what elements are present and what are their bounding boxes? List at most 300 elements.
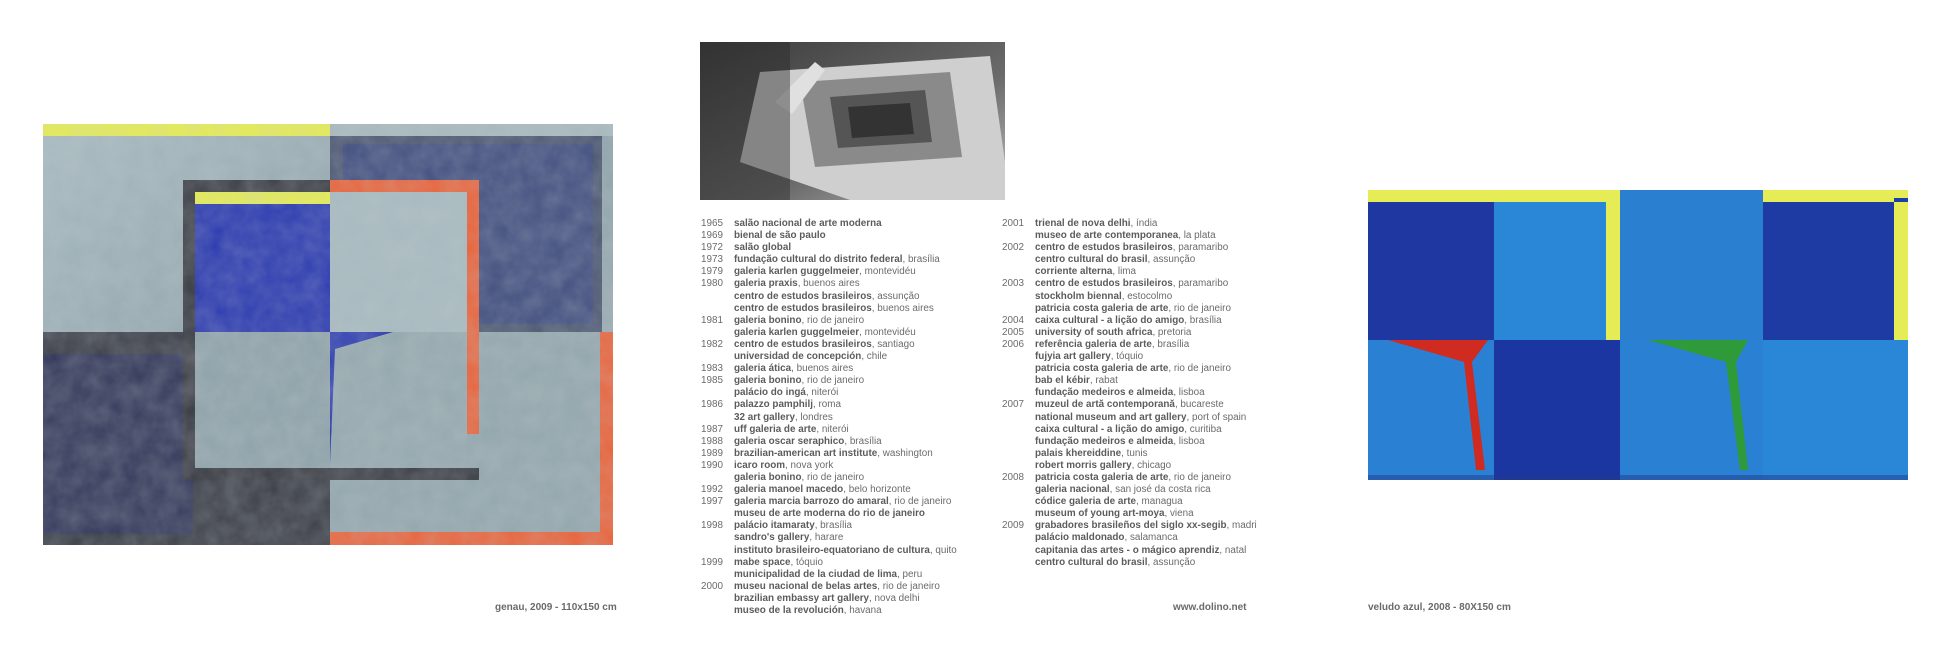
exhibition-row bbox=[701, 363, 957, 375]
exhibition-year bbox=[1002, 351, 1035, 363]
exhibition-city: , montevidéu bbox=[859, 326, 916, 338]
exhibition-venue: galeria ática bbox=[734, 363, 792, 375]
exhibition-entry bbox=[1035, 339, 1189, 351]
exhibition-year: 1973 bbox=[701, 254, 723, 266]
exhibition-row bbox=[1002, 496, 1257, 508]
exhibition-venue: palazzo pamphilj bbox=[734, 399, 814, 411]
exhibition-entry bbox=[734, 266, 916, 278]
exhibition-city: , rio de janeiro bbox=[1168, 363, 1231, 375]
exhibition-year bbox=[1002, 460, 1035, 472]
exhibition-city: , brasília bbox=[814, 520, 853, 532]
exhibition-row bbox=[701, 484, 957, 496]
exhibition-city: , assunção bbox=[871, 290, 920, 302]
exhibition-venue: uff galeria de arte bbox=[734, 423, 817, 435]
exhibition-year bbox=[701, 605, 734, 617]
exhibition-entry bbox=[1035, 363, 1231, 375]
exhibition-entry bbox=[734, 242, 791, 254]
exhibition-year: 1999 bbox=[701, 556, 723, 568]
exhibition-venue: centro de estudos brasileiros bbox=[734, 290, 872, 302]
exhibition-row bbox=[1002, 266, 1257, 278]
exhibition-year: 2000 bbox=[701, 580, 723, 592]
exhibition-entry bbox=[1035, 448, 1148, 460]
exhibition-row bbox=[701, 315, 957, 327]
exhibition-city: , peru bbox=[896, 568, 923, 580]
exhibition-row bbox=[701, 545, 957, 557]
exhibition-venue: galeria bonino bbox=[734, 375, 802, 387]
exhibition-entry bbox=[734, 351, 887, 363]
exhibition-venue: galeria karlen guggelmeier bbox=[734, 326, 860, 338]
exhibition-entry bbox=[1035, 242, 1228, 254]
exhibition-entry bbox=[734, 593, 920, 605]
exhibition-venue: referência galeria de arte bbox=[1035, 338, 1152, 350]
exhibition-row bbox=[701, 291, 957, 303]
exhibition-city: , port of spain bbox=[1186, 411, 1247, 423]
exhibition-row bbox=[701, 605, 957, 617]
exhibition-city: , rio de janeiro bbox=[801, 314, 865, 326]
exhibition-venue: grabadores brasileños del siglo xx-segib bbox=[1035, 520, 1227, 532]
exhibition-city: , buenos aires bbox=[791, 363, 854, 375]
exhibition-city: , brasília bbox=[844, 435, 882, 447]
exhibition-venue: caixa cultural - a lição do amigo bbox=[1035, 314, 1185, 326]
exhibition-city: , natal bbox=[1219, 544, 1247, 556]
exhibition-row bbox=[1002, 254, 1257, 266]
exhibition-city: , harare bbox=[809, 532, 844, 544]
exhibition-year bbox=[1002, 557, 1035, 569]
exhibition-entry bbox=[1035, 520, 1257, 532]
exhibition-city: , madri bbox=[1226, 520, 1257, 532]
exhibition-entry bbox=[734, 496, 951, 508]
exhibition-venue: museu de arte moderna do rio de janeiro bbox=[734, 508, 925, 520]
exhibition-city: , rio de janeiro bbox=[1168, 471, 1231, 483]
exhibition-year bbox=[701, 291, 734, 303]
exhibition-row bbox=[1002, 484, 1257, 496]
exhibition-venue: galeria marcia barrozo do amaral bbox=[734, 496, 889, 508]
exhibition-venue: patricia costa galeria de arte bbox=[1035, 363, 1169, 375]
exhibition-row bbox=[701, 218, 957, 230]
exhibition-venue: patricia costa galeria de arte bbox=[1035, 471, 1169, 483]
exhibition-entry bbox=[1035, 315, 1222, 327]
exhibition-row bbox=[1002, 508, 1257, 520]
exhibition-year: 1965 bbox=[701, 218, 723, 229]
exhibition-year bbox=[701, 569, 734, 581]
exhibition-city: , rabat bbox=[1089, 375, 1118, 387]
exhibition-entry bbox=[1035, 399, 1224, 411]
exhibition-row bbox=[701, 436, 957, 448]
exhibition-city: , pretoria bbox=[1152, 326, 1192, 338]
exhibition-entry bbox=[734, 303, 934, 315]
exhibition-entry bbox=[734, 448, 933, 460]
exhibition-entry bbox=[1035, 424, 1222, 436]
exhibition-venue: municipalidad de la ciudad de lima bbox=[734, 568, 897, 580]
exhibition-year bbox=[701, 351, 734, 363]
exhibition-city: , havana bbox=[843, 605, 882, 616]
exhibition-venue: salão global bbox=[734, 242, 792, 254]
exhibition-list-right bbox=[1002, 218, 1257, 569]
exhibition-entry bbox=[1035, 387, 1205, 399]
exhibition-entry bbox=[1035, 303, 1231, 315]
exhibition-venue: códice galeria de arte bbox=[1035, 496, 1136, 508]
exhibition-year bbox=[701, 532, 734, 544]
exhibition-entry bbox=[734, 399, 841, 411]
exhibition-year bbox=[1002, 545, 1035, 557]
exhibition-city: , rio de janeiro bbox=[1168, 302, 1231, 314]
exhibition-entry bbox=[734, 291, 920, 303]
exhibition-venue: centro cultural do brasil bbox=[1035, 556, 1148, 568]
exhibition-year bbox=[1002, 412, 1035, 424]
exhibition-year: 1982 bbox=[701, 338, 723, 350]
exhibition-row bbox=[1002, 230, 1257, 242]
exhibition-city: , assunção bbox=[1147, 556, 1196, 568]
exhibition-row bbox=[701, 581, 957, 593]
exhibition-city: , viena bbox=[1164, 508, 1194, 520]
exhibition-city: , lisboa bbox=[1173, 435, 1205, 447]
exhibition-entry bbox=[1035, 496, 1183, 508]
exhibition-entry bbox=[734, 460, 833, 472]
exhibition-row bbox=[701, 351, 957, 363]
exhibition-row bbox=[1002, 327, 1257, 339]
exhibition-city: , chicago bbox=[1131, 459, 1172, 471]
exhibition-row bbox=[701, 266, 957, 278]
exhibition-city: , buenos aires bbox=[797, 278, 860, 290]
exhibition-venue: palácio do ingá bbox=[734, 387, 806, 399]
exhibition-city: , paramaribo bbox=[1172, 242, 1229, 254]
exhibition-year: 2008 bbox=[1002, 471, 1024, 483]
exhibition-row bbox=[701, 412, 957, 424]
exhibition-venue: trienal de nova delhi bbox=[1035, 218, 1131, 229]
exhibition-row bbox=[1002, 375, 1257, 387]
exhibition-entry bbox=[1035, 218, 1157, 230]
exhibition-year: 1997 bbox=[701, 496, 723, 508]
exhibition-year bbox=[1002, 291, 1035, 303]
exhibition-entry bbox=[734, 569, 922, 581]
exhibition-entry bbox=[734, 557, 823, 569]
exhibition-entry bbox=[734, 218, 882, 230]
exhibition-year: 2005 bbox=[1002, 326, 1024, 338]
exhibition-city: , rio de janeiro bbox=[801, 471, 865, 483]
exhibition-venue: universidad de concepción bbox=[734, 351, 862, 363]
exhibition-venue: brazilian-american art institute bbox=[734, 447, 878, 459]
exhibition-row bbox=[1002, 363, 1257, 375]
exhibition-row bbox=[701, 448, 957, 460]
exhibition-venue: fujyia art gallery bbox=[1035, 351, 1111, 363]
exhibition-row bbox=[1002, 532, 1257, 544]
exhibition-row bbox=[701, 230, 957, 242]
exhibition-city: , tóquio bbox=[1110, 351, 1144, 363]
exhibition-venue: museum of young art-moya bbox=[1035, 508, 1165, 520]
exhibition-city: , montevidéu bbox=[859, 266, 916, 278]
exhibition-year bbox=[1002, 230, 1035, 242]
exhibition-year: 2003 bbox=[1002, 278, 1024, 290]
exhibition-venue: galeria nacional bbox=[1035, 484, 1110, 496]
exhibition-entry bbox=[734, 484, 911, 496]
exhibition-venue: fundação medeiros e almeida bbox=[1035, 435, 1174, 447]
exhibition-venue: galeria manoel macedo bbox=[734, 484, 844, 496]
exhibition-venue: icaro room bbox=[734, 459, 786, 471]
exhibition-venue: instituto brasileiro-equatoriano de cultura bbox=[734, 544, 930, 556]
exhibition-row bbox=[701, 496, 957, 508]
exhibition-entry bbox=[734, 412, 833, 424]
exhibition-year: 1980 bbox=[701, 278, 723, 290]
exhibition-entry bbox=[1035, 266, 1136, 278]
exhibition-entry bbox=[734, 387, 838, 399]
exhibition-row bbox=[1002, 387, 1257, 399]
exhibition-entry bbox=[1035, 254, 1195, 266]
exhibition-venue: bab el kébir bbox=[1035, 375, 1090, 387]
exhibition-year: 1969 bbox=[701, 230, 723, 242]
exhibition-venue: centro de estudos brasileiros bbox=[1035, 278, 1173, 290]
exhibition-city: , tunis bbox=[1121, 447, 1148, 459]
exhibition-entry bbox=[734, 424, 849, 436]
exhibition-year: 2001 bbox=[1002, 218, 1024, 229]
exhibition-city: , índia bbox=[1130, 218, 1158, 229]
exhibition-row bbox=[701, 472, 957, 484]
exhibition-venue: centro cultural do brasil bbox=[1035, 254, 1148, 266]
exhibition-entry bbox=[1035, 278, 1228, 290]
exhibition-year: 1985 bbox=[701, 375, 723, 387]
exhibition-entry bbox=[734, 532, 843, 544]
exhibition-row bbox=[1002, 557, 1257, 569]
exhibition-row bbox=[701, 520, 957, 532]
painting-veludo-azul bbox=[1368, 190, 1908, 480]
exhibition-city: , londres bbox=[794, 411, 833, 423]
exhibition-year: 1972 bbox=[701, 242, 723, 254]
exhibition-entry bbox=[734, 327, 916, 339]
exhibition-year bbox=[1002, 363, 1035, 375]
exhibition-year: 2002 bbox=[1002, 242, 1024, 254]
exhibition-year: 1987 bbox=[701, 423, 723, 435]
exhibition-city: , niterói bbox=[805, 387, 839, 399]
exhibition-city: , belo horizonte bbox=[843, 484, 911, 496]
exhibition-venue: galeria praxis bbox=[734, 278, 798, 290]
exhibition-venue: brazilian embassy art gallery bbox=[734, 592, 870, 604]
exhibition-entry bbox=[734, 520, 852, 532]
exhibition-year bbox=[1002, 424, 1035, 436]
exhibition-year: 1986 bbox=[701, 399, 723, 411]
exhibition-venue: mabe space bbox=[734, 556, 791, 568]
exhibition-row bbox=[701, 424, 957, 436]
exhibition-year bbox=[701, 472, 734, 484]
exhibition-entry bbox=[734, 254, 940, 266]
exhibition-row bbox=[1002, 291, 1257, 303]
exhibition-list-left bbox=[701, 218, 957, 617]
exhibition-year bbox=[701, 327, 734, 339]
exhibition-entry bbox=[734, 508, 925, 520]
exhibition-year: 2004 bbox=[1002, 314, 1024, 326]
exhibition-row bbox=[701, 327, 957, 339]
exhibition-city: , nova york bbox=[785, 459, 834, 471]
exhibition-city: , nova delhi bbox=[869, 592, 920, 604]
exhibition-venue: centro de estudos brasileiros bbox=[734, 338, 872, 350]
exhibition-city: , lisboa bbox=[1173, 387, 1205, 399]
exhibition-venue: fundação cultural do distrito federal bbox=[734, 254, 903, 266]
exhibition-entry bbox=[734, 278, 860, 290]
exhibition-city: , niterói bbox=[816, 423, 849, 435]
exhibition-entry bbox=[1035, 436, 1205, 448]
exhibition-entry bbox=[734, 605, 882, 617]
exhibition-row bbox=[1002, 351, 1257, 363]
exhibition-row bbox=[701, 254, 957, 266]
exhibition-venue: palácio maldonado bbox=[1035, 532, 1125, 544]
exhibition-venue: caixa cultural - a lição do amigo bbox=[1035, 423, 1185, 435]
exhibition-entry bbox=[734, 545, 957, 557]
painting-genau bbox=[43, 124, 613, 545]
exhibition-city: , quito bbox=[929, 544, 957, 556]
exhibition-row bbox=[1002, 460, 1257, 472]
exhibition-entry bbox=[1035, 557, 1195, 569]
exhibition-row bbox=[701, 375, 957, 387]
exhibition-row bbox=[701, 593, 957, 605]
exhibition-year bbox=[1002, 508, 1035, 520]
exhibition-venue: palácio itamaraty bbox=[734, 520, 815, 532]
exhibition-row bbox=[701, 557, 957, 569]
exhibition-year bbox=[1002, 484, 1035, 496]
exhibition-city: , managua bbox=[1136, 496, 1183, 508]
exhibition-row bbox=[1002, 218, 1257, 230]
exhibition-entry bbox=[1035, 460, 1171, 472]
exhibition-year bbox=[1002, 266, 1035, 278]
exhibition-venue: muzeul de artă contemporană bbox=[1035, 399, 1175, 411]
exhibition-year: 1992 bbox=[701, 484, 723, 496]
exhibition-row bbox=[1002, 436, 1257, 448]
exhibition-city: , brasília bbox=[1151, 338, 1190, 350]
exhibition-city: , estocolmo bbox=[1121, 290, 1173, 302]
exhibition-row bbox=[1002, 339, 1257, 351]
exhibition-year bbox=[1002, 496, 1035, 508]
exhibition-city: , chile bbox=[861, 351, 888, 363]
exhibition-city: , assunção bbox=[1147, 254, 1196, 266]
exhibition-year: 2009 bbox=[1002, 520, 1024, 532]
exhibition-row bbox=[1002, 303, 1257, 315]
exhibition-year bbox=[1002, 303, 1035, 315]
exhibition-year: 1998 bbox=[701, 520, 723, 532]
exhibition-year bbox=[701, 593, 734, 605]
exhibition-venue: patricia costa galeria de arte bbox=[1035, 302, 1169, 314]
exhibition-city: , curitiba bbox=[1184, 423, 1222, 435]
exhibition-year bbox=[1002, 387, 1035, 399]
exhibition-entry bbox=[734, 436, 882, 448]
exhibition-city: , brasília bbox=[1184, 314, 1222, 326]
exhibition-city: , san josé da costa rica bbox=[1109, 484, 1211, 496]
caption-left-painting: genau, 2009 - 110x150 cm bbox=[495, 602, 617, 613]
exhibition-row bbox=[701, 569, 957, 581]
exhibition-city: , rio de janeiro bbox=[888, 496, 952, 508]
exhibition-year bbox=[701, 412, 734, 424]
exhibition-city: , salamanca bbox=[1124, 532, 1178, 544]
exhibition-venue: corriente alterna bbox=[1035, 266, 1113, 278]
exhibition-row bbox=[1002, 242, 1257, 254]
exhibition-year bbox=[1002, 448, 1035, 460]
exhibition-entry bbox=[1035, 484, 1211, 496]
exhibition-row bbox=[701, 460, 957, 472]
exhibition-row bbox=[1002, 315, 1257, 327]
exhibition-row bbox=[1002, 424, 1257, 436]
exhibition-year: 1983 bbox=[701, 363, 723, 375]
exhibition-venue: museu nacional de belas artes bbox=[734, 580, 878, 592]
exhibition-entry bbox=[1035, 508, 1194, 520]
studio-photo bbox=[700, 42, 1005, 200]
exhibition-entry bbox=[734, 339, 915, 351]
exhibition-venue: capitania das artes - o mágico aprendiz bbox=[1035, 544, 1220, 556]
website-link[interactable]: www.dolino.net bbox=[1173, 602, 1247, 613]
exhibition-entry bbox=[1035, 472, 1231, 484]
exhibition-venue: galeria bonino bbox=[734, 314, 802, 326]
exhibition-venue: galeria bonino bbox=[734, 471, 802, 483]
exhibition-venue: bienal de são paulo bbox=[734, 230, 826, 242]
exhibition-entry bbox=[1035, 230, 1216, 242]
exhibition-row bbox=[701, 532, 957, 544]
caption-right-painting: veludo azul, 2008 - 80X150 cm bbox=[1368, 602, 1511, 613]
exhibition-city: , rio de janeiro bbox=[801, 375, 865, 387]
exhibition-row bbox=[701, 508, 957, 520]
exhibition-venue: museo de arte contemporanea bbox=[1035, 230, 1179, 242]
exhibition-year bbox=[701, 387, 734, 399]
exhibition-entry bbox=[1035, 291, 1172, 303]
exhibition-year: 1979 bbox=[701, 266, 723, 278]
exhibition-entry bbox=[1035, 351, 1143, 363]
exhibition-year: 1988 bbox=[701, 435, 723, 447]
exhibition-year bbox=[701, 303, 734, 315]
exhibition-venue: salão nacional de arte moderna bbox=[734, 218, 882, 229]
exhibition-city: , lima bbox=[1112, 266, 1136, 278]
exhibition-row bbox=[1002, 520, 1257, 532]
exhibition-row bbox=[701, 387, 957, 399]
exhibition-venue: fundação medeiros e almeida bbox=[1035, 387, 1174, 399]
exhibition-row bbox=[1002, 448, 1257, 460]
exhibition-venue: palais khereiddine bbox=[1035, 447, 1122, 459]
exhibition-venue: sandro's gallery bbox=[734, 532, 810, 544]
exhibition-year: 1989 bbox=[701, 447, 723, 459]
exhibition-row bbox=[1002, 412, 1257, 424]
exhibition-entry bbox=[1035, 412, 1246, 424]
exhibition-year: 2007 bbox=[1002, 399, 1024, 411]
exhibition-row bbox=[1002, 278, 1257, 290]
exhibition-row bbox=[701, 303, 957, 315]
exhibition-venue: galeria karlen guggelmeier bbox=[734, 266, 860, 278]
exhibition-entry bbox=[734, 315, 864, 327]
exhibition-entry bbox=[734, 230, 826, 242]
exhibition-entry bbox=[734, 375, 864, 387]
exhibition-year bbox=[1002, 436, 1035, 448]
exhibition-city: , santiago bbox=[871, 338, 915, 350]
exhibition-venue: national museum and art gallery bbox=[1035, 411, 1187, 423]
exhibition-year bbox=[1002, 254, 1035, 266]
exhibition-year: 1981 bbox=[701, 314, 723, 326]
exhibition-row bbox=[701, 242, 957, 254]
exhibition-venue: robert morris gallery bbox=[1035, 459, 1132, 471]
exhibition-row bbox=[1002, 545, 1257, 557]
exhibition-entry bbox=[734, 363, 853, 375]
exhibition-city: , tóquio bbox=[790, 556, 823, 568]
exhibition-year bbox=[701, 508, 734, 520]
exhibition-entry bbox=[1035, 545, 1246, 557]
exhibition-venue: university of south africa bbox=[1035, 326, 1153, 338]
exhibition-entry bbox=[734, 581, 940, 593]
exhibition-year: 1990 bbox=[701, 459, 723, 471]
exhibition-year: 2006 bbox=[1002, 338, 1024, 350]
exhibition-venue: centro de estudos brasileiros bbox=[1035, 242, 1173, 254]
exhibition-city: , buenos aires bbox=[871, 302, 934, 314]
exhibition-city: , bucareste bbox=[1174, 399, 1224, 411]
exhibition-row bbox=[1002, 399, 1257, 411]
exhibition-city: , paramaribo bbox=[1172, 278, 1229, 290]
exhibition-row bbox=[1002, 472, 1257, 484]
exhibition-venue: galeria oscar seraphico bbox=[734, 435, 845, 447]
exhibition-entry bbox=[1035, 327, 1191, 339]
exhibition-entry bbox=[1035, 532, 1178, 544]
exhibition-city: , la plata bbox=[1178, 230, 1216, 242]
exhibition-city: , rio de janeiro bbox=[877, 580, 940, 592]
exhibition-row bbox=[701, 339, 957, 351]
